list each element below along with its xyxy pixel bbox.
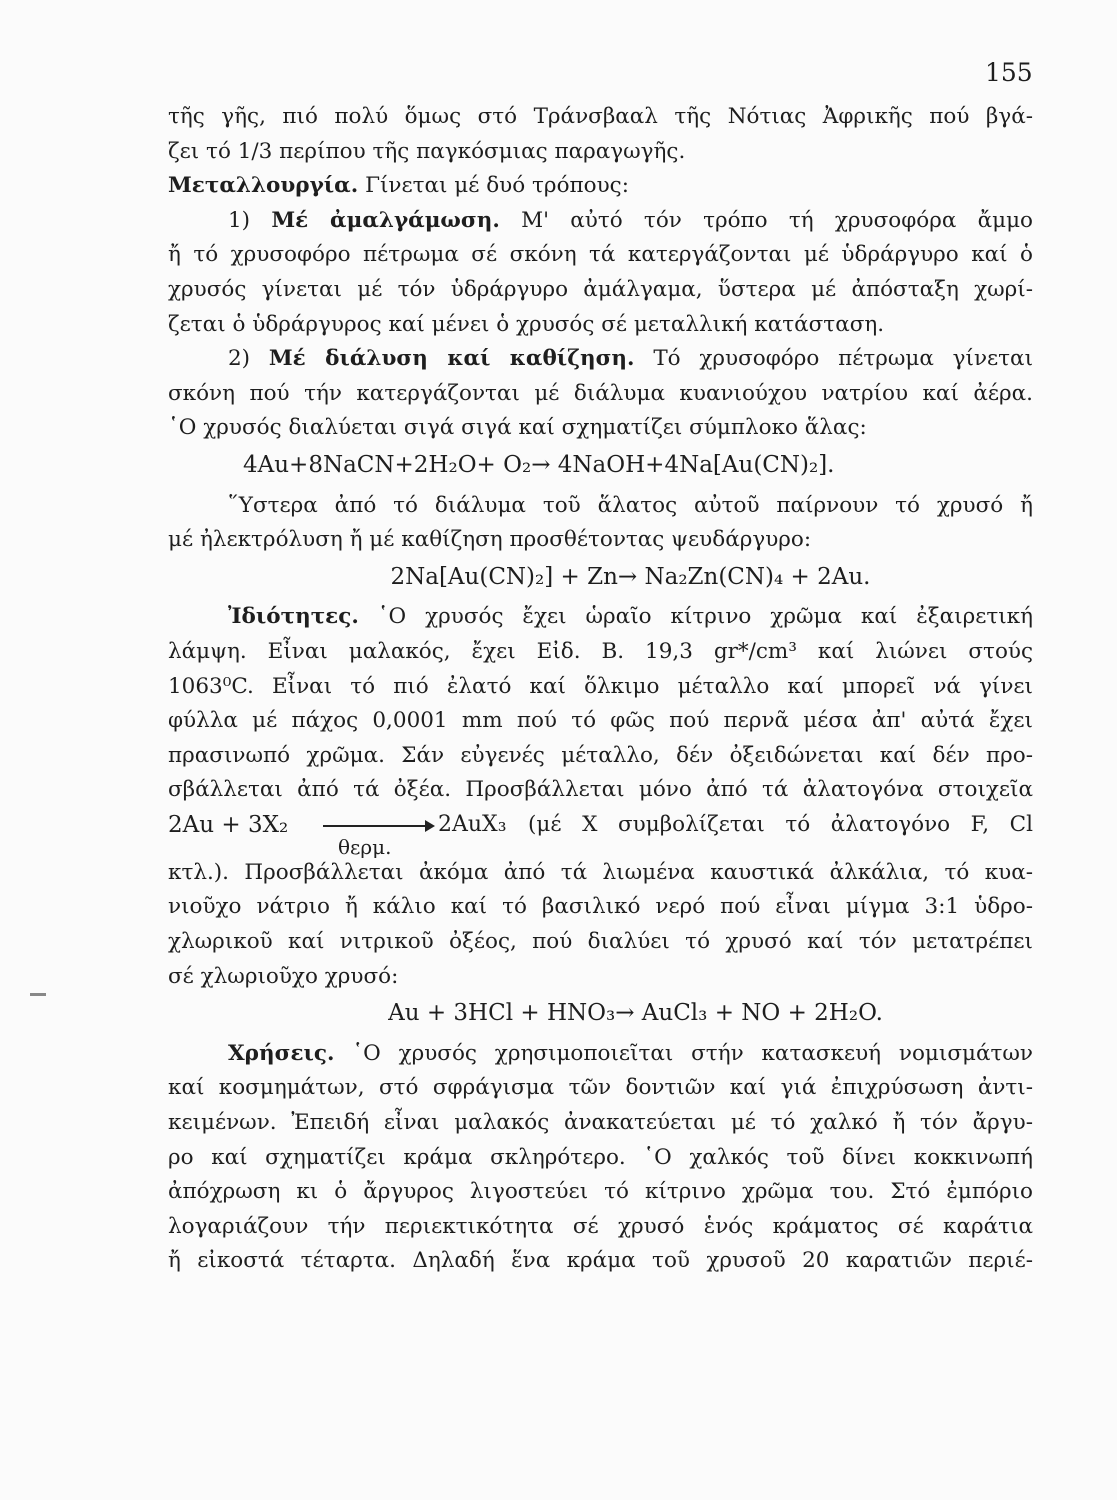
properties-paragraph xyxy=(168,600,1033,635)
metallurgy-paragraph xyxy=(168,169,1033,204)
text-line: λογαριάζουν τήν περιεκτικότητα σέ χρυσό ἑνός κράματος σέ καράτια xyxy=(168,1213,1033,1239)
text-line: ἤ τό χρυσοφόρο πέτρωμα σέ σκόνη τά κατεργάζονται μέ ὑδράργυρο καί ὁ xyxy=(168,242,1033,268)
text-line: χλωρικοῦ καί νιτρικοῦ ὀξέος, πού διαλύει τό χρυσό καί τόν μετατρέπει xyxy=(168,929,1033,955)
text-fragment: Τό χρυσοφόρο πέτρωμα γίνεται xyxy=(653,346,1033,372)
method2-number: 2) xyxy=(228,346,251,372)
text-line: ἤ εἰκοστά τέταρτα. Δηλαδή ἕνα κράμα τοῦ χρυσοῦ 20 καρατιῶν περιέ- xyxy=(168,1248,1033,1274)
method1-number: 1) xyxy=(228,207,251,233)
equation-halogen xyxy=(168,808,1033,859)
text-line: ἀπόχρωση κι ὁ ἄργυρος λιγοστεύει τό κίτρινο χρῶμα του. Στό ἐμπόριο xyxy=(168,1179,1033,1205)
text-line: ρο καί σχηματίζει κράμα σκληρότερο. ῾Ο χαλκός τοῦ δίνει κοκκινωπή xyxy=(168,1144,1033,1170)
text-line: φύλλα μέ πάχος 0,0001 mm πού τό φῶς πού περνᾶ μέσα ἀπ' αὐτά ἔχει xyxy=(168,708,1033,734)
uses-paragraph xyxy=(168,1037,1033,1072)
method2-line xyxy=(168,342,1033,377)
body-text xyxy=(168,100,1033,1279)
equation-aqua-regia: Au + 3HCl + HNO₃→ AuCl₃ + NO + 2H₂O. xyxy=(388,1000,883,1027)
properties-heading: Ἰδιότητες. xyxy=(228,604,359,630)
uses-heading: Χρήσεις. xyxy=(228,1040,335,1066)
equation-right: 2AuX₃ xyxy=(438,811,507,837)
text-fragment: Γίνεται μέ δυό τρόπους: xyxy=(365,173,629,199)
text-line: τῆς γῆς, πιό πολύ ὅμως στό Τράνσβααλ τῆς Νότιας Ἀφρικῆς πού βγά- xyxy=(168,104,1033,129)
text-line: ῾Ο χρυσός διαλύεται σιγά σιγά καί σχηματίζει σύμπλοκο ἅλας: xyxy=(168,415,867,441)
text-line: σέ χλωριοῦχο χρυσό: xyxy=(168,963,399,989)
text-line: μέ ἠλεκτρόλυση ἤ μέ καθίζηση προσθέτοντας ψευδάργυρο: xyxy=(168,527,812,553)
text-line: χρυσός γίνεται μέ τόν ὑδράργυρο ἀμάλγαμα, ὕστερα μέ ἀπόσταξη χωρί- xyxy=(168,276,1033,302)
text-fragment: ῾Ο χρυσός χρησιμοποιεῖται στήν κατασκευή νομισμάτων xyxy=(352,1040,1033,1066)
text-line: ζεται ὁ ὑδράργυρος καί μένει ὁ χρυσός σέ μεταλλική κατάσταση. xyxy=(168,311,885,337)
page-number: 155 xyxy=(985,58,1033,87)
text-line: ῞Υστερα ἀπό τό διάλυμα τοῦ ἅλατος αὐτοῦ παίρνουν τό χρυσό ἤ xyxy=(228,492,1033,518)
equation-condition: θερμ. xyxy=(338,834,392,859)
arrow-icon xyxy=(323,825,433,827)
margin-mark xyxy=(30,993,46,996)
text-line: λάμψη. Εἶναι μαλακός, ἔχει Εἰδ. Β. 19,3 gr*/cm³ καί λιώνει στούς xyxy=(168,638,1033,664)
text-line: νιοῦχο νάτριο ἤ κάλιο καί τό βασιλικό νερό πού εἶναι μίγμα 3:1 ὑδρο- xyxy=(168,894,1033,920)
text-line: καί κοσμημάτων, στό σφράγισμα τῶν δοντιῶν καί γιά ἐπιχρύσωση ἀντι- xyxy=(168,1075,1033,1101)
text-line: κειμένων. Ἐπειδή εἶναι μαλακός ἀνακατεύεται μέ τό χαλκό ἤ τόν ἄργυ- xyxy=(168,1110,1033,1136)
text-fragment: ῾Ο χρυσός ἔχει ὡραῖο κίτρινο χρῶμα καί ἐξαιρετική xyxy=(377,604,1033,630)
text-fragment: Μ' αὐτό τόν τρόπο τή χρυσοφόρα ἄμμο xyxy=(521,207,1033,233)
equation-left: 2Au + 3X₂ xyxy=(168,811,289,838)
text-line: σκόνη πού τήν κατεργάζονται μέ διάλυμα κυανιούχου νατρίου καί ἀέρα. xyxy=(168,380,1033,406)
text-fragment: (μέ X συμβολίζεται τό ἀλατογόνο F, Cl xyxy=(528,811,1033,837)
method1-title: Μέ ἀμαλγάμωση. xyxy=(271,207,500,233)
text-line: 1063⁰C. Εἶναι τό πιό ἐλατό καί ὅλκιμο μέταλλο καί μπορεῖ νά γίνει xyxy=(168,673,1033,699)
method1-line xyxy=(168,204,1033,239)
method2-title: Μέ διάλυση καί καθίζηση. xyxy=(268,346,635,372)
text-line: ζει τό 1/3 περίπου τῆς παγκόσμιας παραγωγῆς. xyxy=(168,138,686,164)
text-line: πρασινωπό χρῶμα. Σάν εὐγενές μέταλλο, δέν ὀξειδώνεται καί δέν προ- xyxy=(168,742,1033,768)
metallurgy-heading: Μεταλλουργία. xyxy=(168,173,359,199)
text-line: κτλ.). Προσβάλλεται ἀκόμα ἀπό τά λιωμένα καυστικά ἀλκάλια, τό κυα- xyxy=(168,859,1033,885)
text-line: σβάλλεται ἀπό τά ὀξέα. Προσβάλλεται μόνο ἀπό τά ἀλατογόνα στοιχεῖα xyxy=(168,777,1033,803)
equation-cyanide: 4Au+8NaCN+2H₂O+ O₂→ 4NaOH+4Na[Au(CN)₂]. xyxy=(243,451,835,478)
equation-zinc: 2Na[Au(CN)₂] + Zn→ Na₂Zn(CN)₄ + 2Au. xyxy=(390,563,871,590)
